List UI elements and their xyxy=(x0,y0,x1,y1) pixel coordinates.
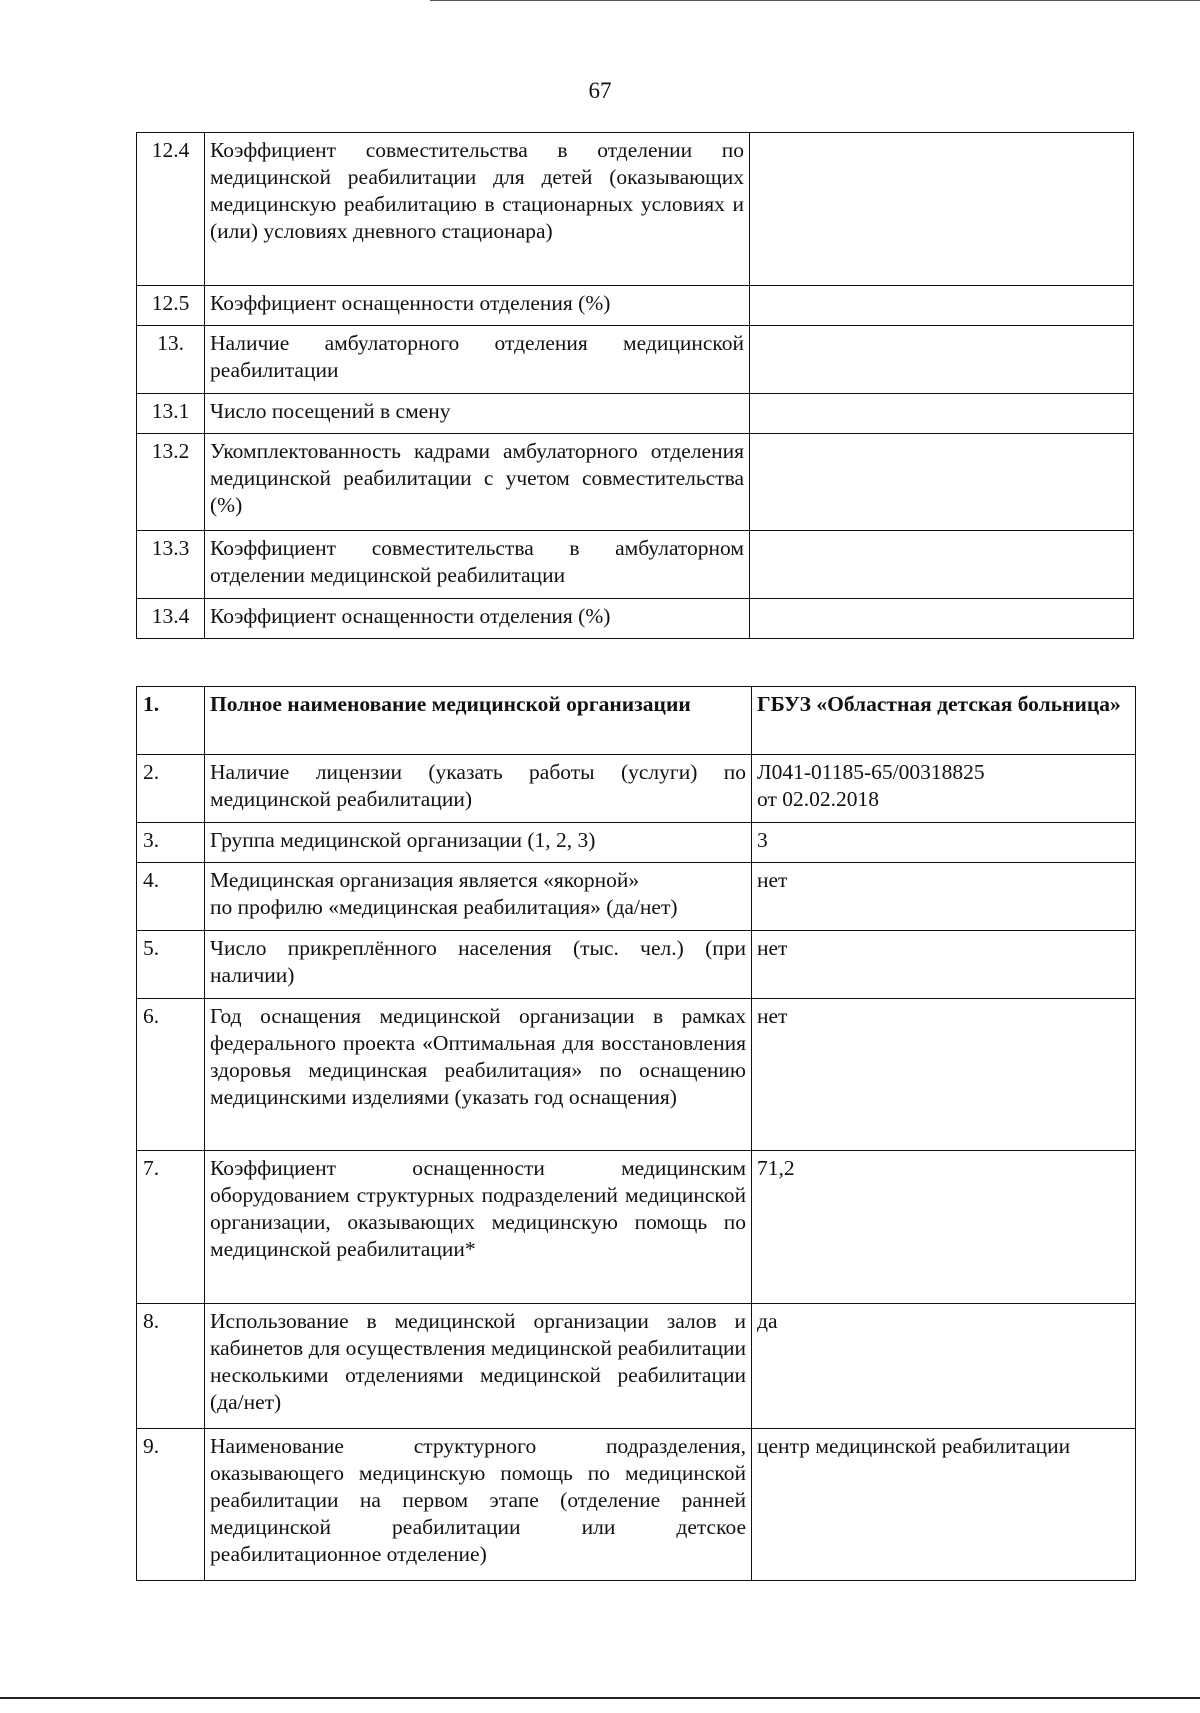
row-number: 1. xyxy=(137,687,205,755)
indicators-table-continued xyxy=(136,132,1134,639)
row-description: Коэффициент совместительства в амбулаторном отделении медицинской реабилитации xyxy=(205,531,750,599)
row-value: нет xyxy=(752,863,1136,931)
table-row xyxy=(137,434,1134,531)
row-description: Коэффициент совместительства в отделении по медицинской реабилитации для детей (оказывающих медицинскую реабилитацию в стационарных условиях и (или) условиях дневного стационара) xyxy=(205,133,750,286)
table-row xyxy=(137,394,1134,434)
row-value: нет xyxy=(752,931,1136,999)
row-value xyxy=(752,755,1136,823)
row-number: 12.5 xyxy=(137,286,205,326)
table-row xyxy=(137,823,1136,863)
table-row xyxy=(137,1304,1136,1429)
row-value: 3 xyxy=(752,823,1136,863)
row-description-line: по профилю «медицинская реабилитация» (да/нет) xyxy=(210,895,678,919)
table-row xyxy=(137,1429,1136,1581)
row-value: 71,2 xyxy=(752,1151,1136,1304)
license-number: Л041-01185-65/00318825 xyxy=(757,760,985,784)
row-value xyxy=(750,326,1134,394)
row-description: Коэффициент оснащенности медицинским оборудованием структурных подразделений медицинской организации, оказывающих медицинскую помощь по медицинской реабилитации* xyxy=(205,1151,752,1304)
row-description: Год оснащения медицинской организации в рамках федерального проекта «Оптимальная для восстановления здоровья медицинская реабилитация» по оснащению медицинскими изделиями (указать год оснащения) xyxy=(205,999,752,1151)
row-description: Число посещений в смену xyxy=(205,394,750,434)
row-description: Наличие лицензии (указать работы (услуги) по медицинской реабилитации) xyxy=(205,755,752,823)
table-row xyxy=(137,863,1136,931)
row-description: Коэффициент оснащенности отделения (%) xyxy=(205,599,750,639)
scan-edge-bottom xyxy=(0,1697,1200,1699)
row-description: Использование в медицинской организации залов и кабинетов для осуществления медицинской реабилитации несколькими отделениями медицинской реабилитации (да/нет) xyxy=(205,1304,752,1429)
table-row xyxy=(137,755,1136,823)
table-row xyxy=(137,531,1134,599)
table-row xyxy=(137,599,1134,639)
row-value xyxy=(750,531,1134,599)
table-row xyxy=(137,133,1134,286)
row-description: Группа медицинской организации (1, 2, 3) xyxy=(205,823,752,863)
row-number: 13.1 xyxy=(137,394,205,434)
table-row xyxy=(137,687,1136,755)
row-number: 13. xyxy=(137,326,205,394)
table-row xyxy=(137,326,1134,394)
row-number: 13.2 xyxy=(137,434,205,531)
table-row xyxy=(137,286,1134,326)
table-row xyxy=(137,999,1136,1151)
row-number: 4. xyxy=(137,863,205,931)
organization-table xyxy=(136,686,1136,1581)
row-value xyxy=(750,394,1134,434)
row-number: 13.4 xyxy=(137,599,205,639)
row-description: Коэффициент оснащенности отделения (%) xyxy=(205,286,750,326)
row-description: Число прикреплённого населения (тыс. чел.) (при наличии) xyxy=(205,931,752,999)
row-number: 5. xyxy=(137,931,205,999)
row-value: нет xyxy=(752,999,1136,1151)
row-value: центр медицинской реабилитации xyxy=(752,1429,1136,1581)
scan-edge-top xyxy=(430,0,1200,1)
table-row xyxy=(137,1151,1136,1304)
row-value xyxy=(750,599,1134,639)
page-number: 67 xyxy=(588,78,612,103)
table-row xyxy=(137,931,1136,999)
row-value xyxy=(750,434,1134,531)
row-value xyxy=(750,286,1134,326)
row-value xyxy=(750,133,1134,286)
license-date: от 02.02.2018 xyxy=(757,787,879,811)
row-description-line: Медицинская организация является «якорной» xyxy=(210,868,640,892)
row-description: Укомплектованность кадрами амбулаторного отделения медицинской реабилитации с учетом совместительства (%) xyxy=(205,434,750,531)
row-number: 8. xyxy=(137,1304,205,1429)
row-number: 7. xyxy=(137,1151,205,1304)
row-value: ГБУЗ «Областная детская больница» xyxy=(752,687,1136,755)
row-number: 3. xyxy=(137,823,205,863)
row-number: 6. xyxy=(137,999,205,1151)
row-value: да xyxy=(752,1304,1136,1429)
row-description xyxy=(205,863,752,931)
row-number: 9. xyxy=(137,1429,205,1581)
row-description: Наименование структурного подразделения, оказывающего медицинскую помощь по медицинской реабилитации на первом этапе (отделение ранней медицинской реабилитации или детское реабилитационное отделение) xyxy=(205,1429,752,1581)
row-number: 13.3 xyxy=(137,531,205,599)
row-description: Полное наименование медицинской организации xyxy=(205,687,752,755)
row-description: Наличие амбулаторного отделения медицинской реабилитации xyxy=(205,326,750,394)
row-number: 12.4 xyxy=(137,133,205,286)
row-number: 2. xyxy=(137,755,205,823)
